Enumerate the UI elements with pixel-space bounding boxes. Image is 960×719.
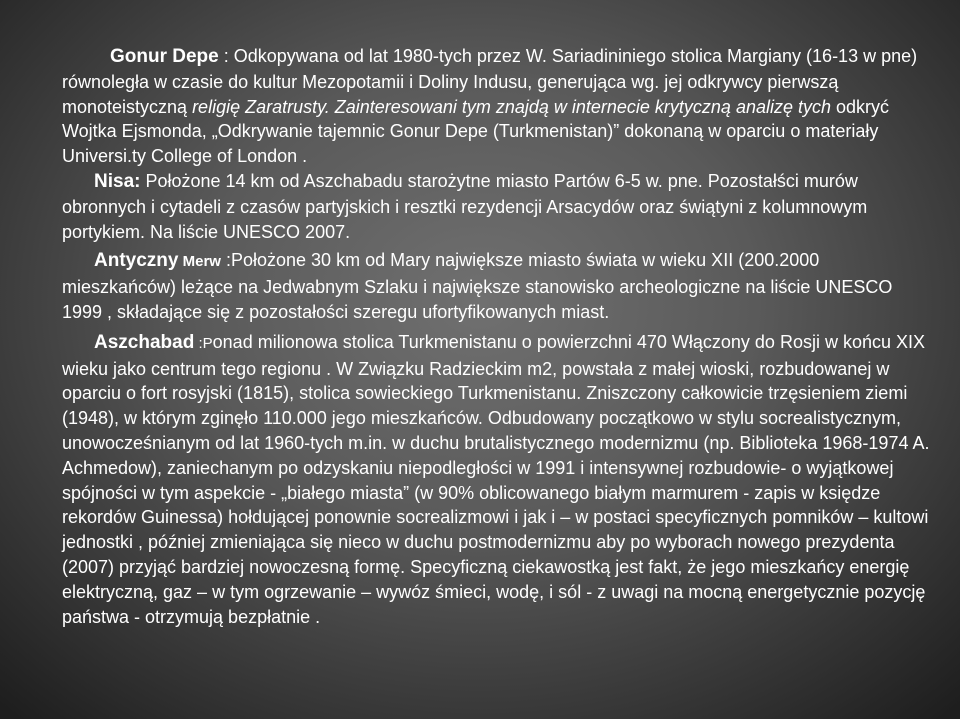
paragraph-gonur-depe (62, 44, 930, 169)
subheading-merw: Merw (178, 253, 221, 271)
small-text-aszchabad: :P (194, 334, 213, 352)
text-gonur-b: odkryć Wojtka Ejsmonda, „Odkrywanie tajemnic Gonur Depe (Turkmenistan)” dokonaną w oparciu o materiały Universi.ty College of London . (62, 96, 890, 167)
paragraph-aszchabad (62, 330, 930, 630)
paragraph-nisa (62, 169, 930, 244)
text-gonur-italic: religię Zaratrusty. Zainteresowani tym znajdą w internecie krytyczną analizę tych (192, 96, 831, 117)
heading-gonur-depe: Gonur Depe (110, 46, 219, 67)
paragraph-merw (62, 248, 930, 324)
text-nisa: Położone 14 km od Aszchabadu starożytne miasto Partów 6-5 w. pne. Pozostałści murów obronnych i cytadeli z czasów partyjskich i resztki rezydencji Arsacydów oraz świątyni z kolumnowym portykiem. Na liście UNESCO 2007. (62, 170, 868, 242)
text-aszchabad: onad milionowa stolica Turkmenistanu o powierzchni 470 Włączony do Rosji w końcu XIX wieku jako centrum tego regionu . W Związku Radzieckim m2, powstała z małej wioski, rozbudowanej w oparciu o fort rosyjski (1815), stolica sowieckiego Turkmenistanu. Zniszczony całkowicie trzęsieniem ziemi (1948), w którym zginęło 110.000 jego mieszkańców. Odbudowany początkowo w stylu socrealistycznym, unowocześnianym od lat 1960-tych m.in. w duchu brutalistycznego modernizmu (np. Biblioteka 1968-1974 A. Achmedow), zaniechanym po odzyskaniu niepodległości w 1991 i intensywnej rozbudowie- o wyjątkowej spójności w tym aspekcie - „białego miasta” (w 90% oblicowanego białym marmurem - zapis w księdze rekordów Guinessa) hołdującej ponownie socrealizmowi i jak i – w postaci specyficznych pomników – kultowi jednostki , później zmieniająca się nieco w duchu postmodernizmu aby po wyborach nowego prezydenta (2007) przyjąć bardziej nowoczesną formę. Specyficzną ciekawostką jest fakt, że jego mieszkańcy energię elektryczną, gaz – w tym ogrzewanie – wywóz śmieci, wodę, i sól - z uwagi na mocną energetycznie pozycję państwa - otrzymują bezpłatnie . (62, 331, 930, 627)
heading-nisa: Nisa: (94, 170, 141, 192)
heading-aszchabad: Aszchabad (94, 331, 195, 353)
text-gonur-a: Odkopywana od lat 1980-tych przez W. Sariadininiego stolica Margiany (16-13 w pne) równoległa w czasie do kultur Mezopotamii i Doliny Indusu, generująca wg. jej odkrywcy pierwszą monoteistyczną (62, 46, 918, 117)
heading-merw: Antyczny (94, 250, 179, 272)
separator: : (218, 46, 234, 66)
text-merw: :Położone 30 km od Mary największe miasto świata w wieku XII (200.2000 mieszkańców) leżące na Jedwabnym Szlaku i największe stanowisko archeologiczne na liście UNESCO 1999 , składające się z pozostałości szeregu ufortyfikowanych miast. (62, 250, 893, 322)
